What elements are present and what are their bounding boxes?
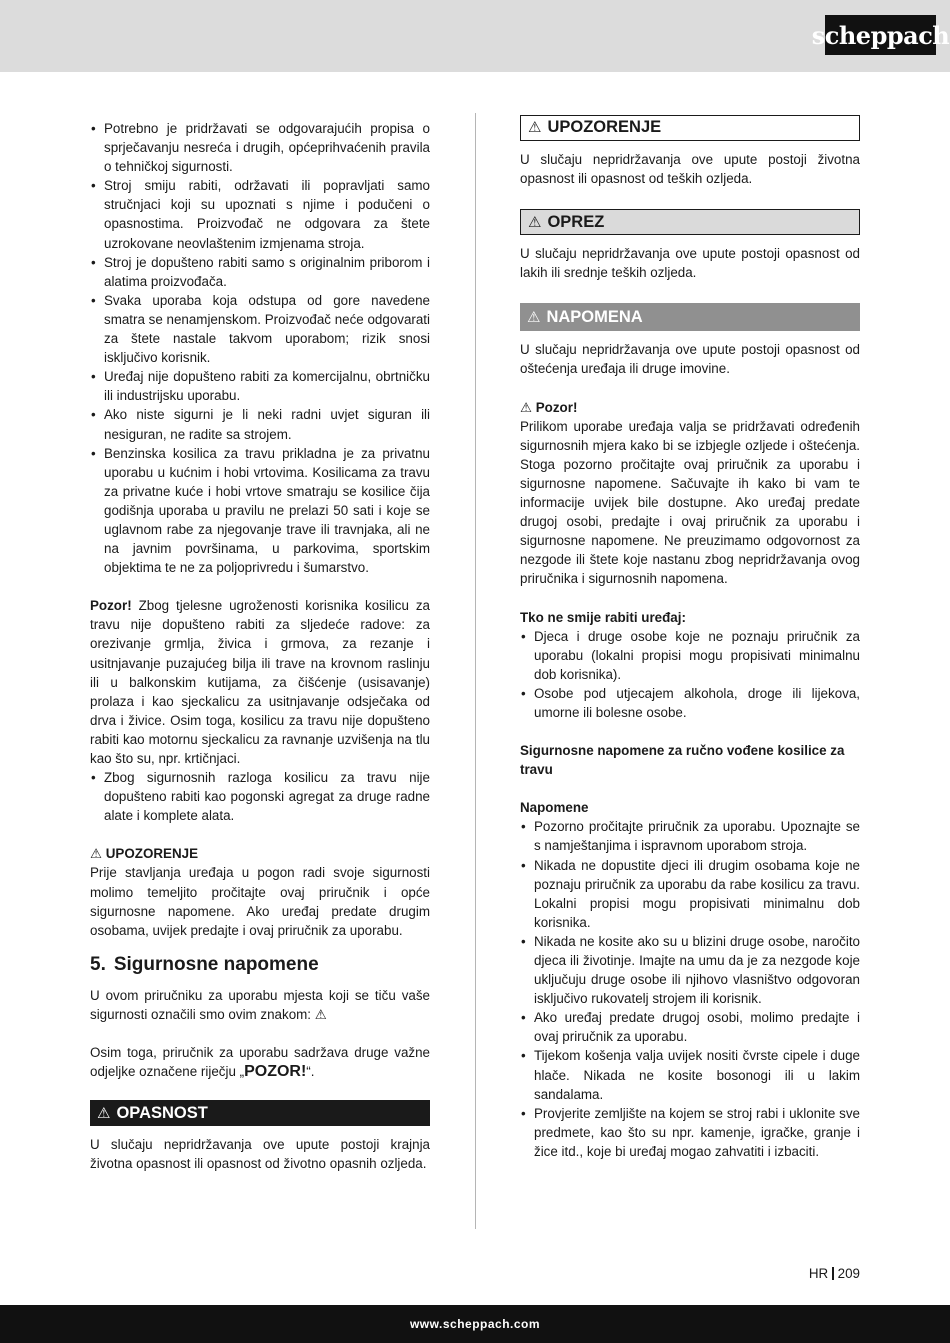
list-item: • Provjerite zemljište na kojem se stroj rabi i uklonite sve predmete, kao što su npr. kamenje, igračke, granje i žice itd., koje bi uređaj mogao zahvatiti i izbaciti. xyxy=(520,1104,860,1161)
danger-text: U slučaju nepridržavanja ove upute postoji krajnja životna opasnost ili opasnost od životno opasnih ozljeda. xyxy=(90,1137,430,1172)
section-number: 5. xyxy=(90,953,106,975)
list-item: • Nikada ne dopustite djeci ili drugim osobama koje ne poznaju priručnik za uporabu da rabe kosilicu za travu. Lokalni propisi mogu propisivati minimalnu dob korisnika. xyxy=(520,856,860,932)
notes-list xyxy=(520,817,860,1161)
list-item: • Svaka uporaba koja odstupa od gore navedene smatra se nenamjenskom. Proizvođač neće odgovarati za štete nastale takvom uporabom; rizik snosi isključivo korisnik. xyxy=(90,291,430,367)
caution-signal-box: ⚠ OPREZ xyxy=(520,209,860,235)
warning-triangle-icon: ⚠ xyxy=(528,213,542,231)
list-item: • Djeca i druge osobe koje ne poznaju priručnik za uporabu (lokalni propisi mogu propisivati minimalnu dob korisnika). xyxy=(520,627,860,684)
list-item: • Zbog sigurnosnih razloga kosilicu za travu nije dopušteno rabiti kao pogonski agregat za druge radne alate i komplete alata. xyxy=(90,768,430,825)
who-list xyxy=(520,627,860,722)
list-item: • Benzinska kosilica za travu prikladna je za privatnu uporabu u kućnim i hobi vrtovima. Kosilicama za travu za privatne kuće i hobi vrtove smatraju se kosilice čija godišnja uporaba u pravilu ne prelazi 50 sati i koje se uglavnom rabe za njegovanje trave ili travnjaka, ali ne na javnim površinama, u parkovima, sportskim objektima te ne za poljoprivredu i šumarstvo. xyxy=(90,444,430,578)
header-bar xyxy=(0,0,950,72)
pozor-text: Zbog tjelesne ugroženosti korisnika kosilicu za travu nije dopušteno rabiti za sljedeće radove: za orezivanje grmlja, živica i grmova, za rezanje i usitnjavanje puzajućeg bilja ili trave na krovnom raslinju ili u balkonskim kutijama, za čišćenje (usisavanje) prolaza i kao sjeckalicu za usitnjavanje odsječaka od drva i živice. Osim toga, kosilicu za travu nije dopušteno rabiti kao motornu sjeckalicu za ravnanje uzvišenja na tlu kao što su, npr. krtičnjaci. xyxy=(90,598,430,766)
warning-signal-box: ⚠ UPOZORENJE xyxy=(520,115,860,141)
list-item: • Osobe pod utjecajem alkohola, droge ili lijekova, umorne ili bolesne osobe. xyxy=(520,684,860,722)
danger-signal-box: ⚠ OPASNOST xyxy=(90,1100,430,1126)
manual-heading: Sigurnosne napomene za ručno vođene kosilice za travu xyxy=(520,743,845,778)
warning-triangle-icon: ⚠ xyxy=(520,399,533,415)
warning-triangle-icon: ⚠ xyxy=(97,1104,111,1122)
caution-text: U slučaju nepridržavanja ove upute postoji opasnost od lakih ili srednje teških ozljeda. xyxy=(520,246,860,281)
section-title: Sigurnosne napomene xyxy=(113,953,319,975)
list-item: • Pozorno pročitajte priručnik za uporabu. Upoznajte se s namještanjima i ispravnom uporabom stroja. xyxy=(520,817,860,855)
column-divider xyxy=(475,113,476,1229)
list-item: • Potrebno je pridržavati se odgovarajućih propisa o sprječavanju nesreća i drugih, općeprihvaćenih pravila o tehničkoj sigurnosti. xyxy=(90,119,430,176)
intro-paragraph-1: U ovom priručniku za uporabu mjesta koji se tiču vaše sigurnosti označili smo ovim znakom: ⚠ xyxy=(90,987,430,1022)
pozor-paragraph xyxy=(90,596,430,768)
warning-triangle-icon: ⚠ xyxy=(314,1006,327,1022)
notice-text: U slučaju nepridržavanja ove upute postoji opasnost od oštećenja uređaja ili druge imovine. xyxy=(520,342,860,377)
pozor-label: Pozor! xyxy=(90,598,132,614)
notice-signal-box: ⚠ NAPOMENA xyxy=(520,303,860,331)
warning-triangle-icon: ⚠ xyxy=(528,119,542,137)
warning-inline-text: Prije stavljanja uređaja u pogon radi svoje sigurnosti molimo temeljito pročitajte ovaj priručnik i opće sigurnosne napomene. Ako uređaj predate drugim osobama, uvijek predajte i ovaj priručnik za uporabu. xyxy=(90,865,430,938)
who-heading: Tko ne smije rabiti uređaj: xyxy=(520,609,686,625)
page-number: HR 209 xyxy=(808,1266,860,1281)
warning-triangle-icon: ⚠ xyxy=(90,846,103,862)
left-column xyxy=(90,119,430,1173)
pozor-text: Prilikom uporabe uređaja valja se pridržavati određenih sigurnosnih mjera kako bi se izbjegle ozljede i oštećenja. Stoga pozorno pročitajte ovaj priručnik za uporabu i sigurnosne napomene. Sačuvajte ih kako bi vam te informacije uvijek bile dostupne. Ako uređaj predate drugoj osobi, predajte i ovaj priručnik za uporabu i sigurnosne napomene. Ne preuzimamo odgovornost za nezgode ili štete koje nastanu zbog nepridržavanja ovog priručnika i sigurnosnih napomena. xyxy=(520,418,860,587)
brand-logo: scheppach xyxy=(825,15,936,55)
notes-heading: Napomene xyxy=(520,800,589,816)
drive-unit-list xyxy=(90,768,430,825)
website-link[interactable]: www.scheppach.com xyxy=(409,1317,541,1331)
list-item: • Stroj smiju rabiti, održavati ili popravljati samo stručnjaci koji su upoznati s njime i podučeni o opasnostima. Proizvođač ne odgovara za štete uzrokovane neovlaštenim izmjenama stroja. xyxy=(90,176,430,252)
intro-paragraph-2: Osim toga, priručnik za uporabu sadržava druge važne odjeljke označene riječju „POZOR!“. xyxy=(90,1045,430,1081)
pozor-heading: ⚠ Pozor! xyxy=(520,399,578,415)
footer-bar xyxy=(0,1305,950,1343)
warning-triangle-icon: ⚠ xyxy=(527,308,541,326)
section-heading xyxy=(90,953,430,977)
list-item: • Ako uređaj predate drugoj osobi, molimo predajte i ovaj priručnik za uporabu. xyxy=(520,1008,860,1046)
list-item: • Tijekom košenja valja uvijek nositi čvrste cipele i duge hlače. Nikada ne kosite bosonogi ili u lakim sandalama. xyxy=(520,1046,860,1103)
list-item: • Ako niste sigurni je li neki radni uvjet siguran ili nesiguran, ne radite sa strojem. xyxy=(90,405,430,443)
list-item: • Nikada ne kosite ako su u blizini druge osobe, naročito djeca ili životinje. Imajte na umu da je za nezgode koje uključuju druge osobe ili njihovo vlasništvo odgovoran isključivo rukovatelj strojem ili korisnik. xyxy=(520,932,860,1008)
right-column xyxy=(520,115,860,1161)
warning-inline-heading: ⚠ UPOZORENJE xyxy=(90,846,199,862)
usage-rules-list xyxy=(90,119,430,577)
list-item: • Stroj je dopušteno rabiti samo s originalnim priborom i alatima proizvođača. xyxy=(90,253,430,291)
list-item: • Uređaj nije dopušteno rabiti za komercijalnu, obrtničku ili industrijsku uporabu. xyxy=(90,367,430,405)
separator xyxy=(832,1267,834,1280)
warning-text: U slučaju nepridržavanja ove upute postoji životna opasnost ili opasnost od teških ozljeda. xyxy=(520,152,860,187)
